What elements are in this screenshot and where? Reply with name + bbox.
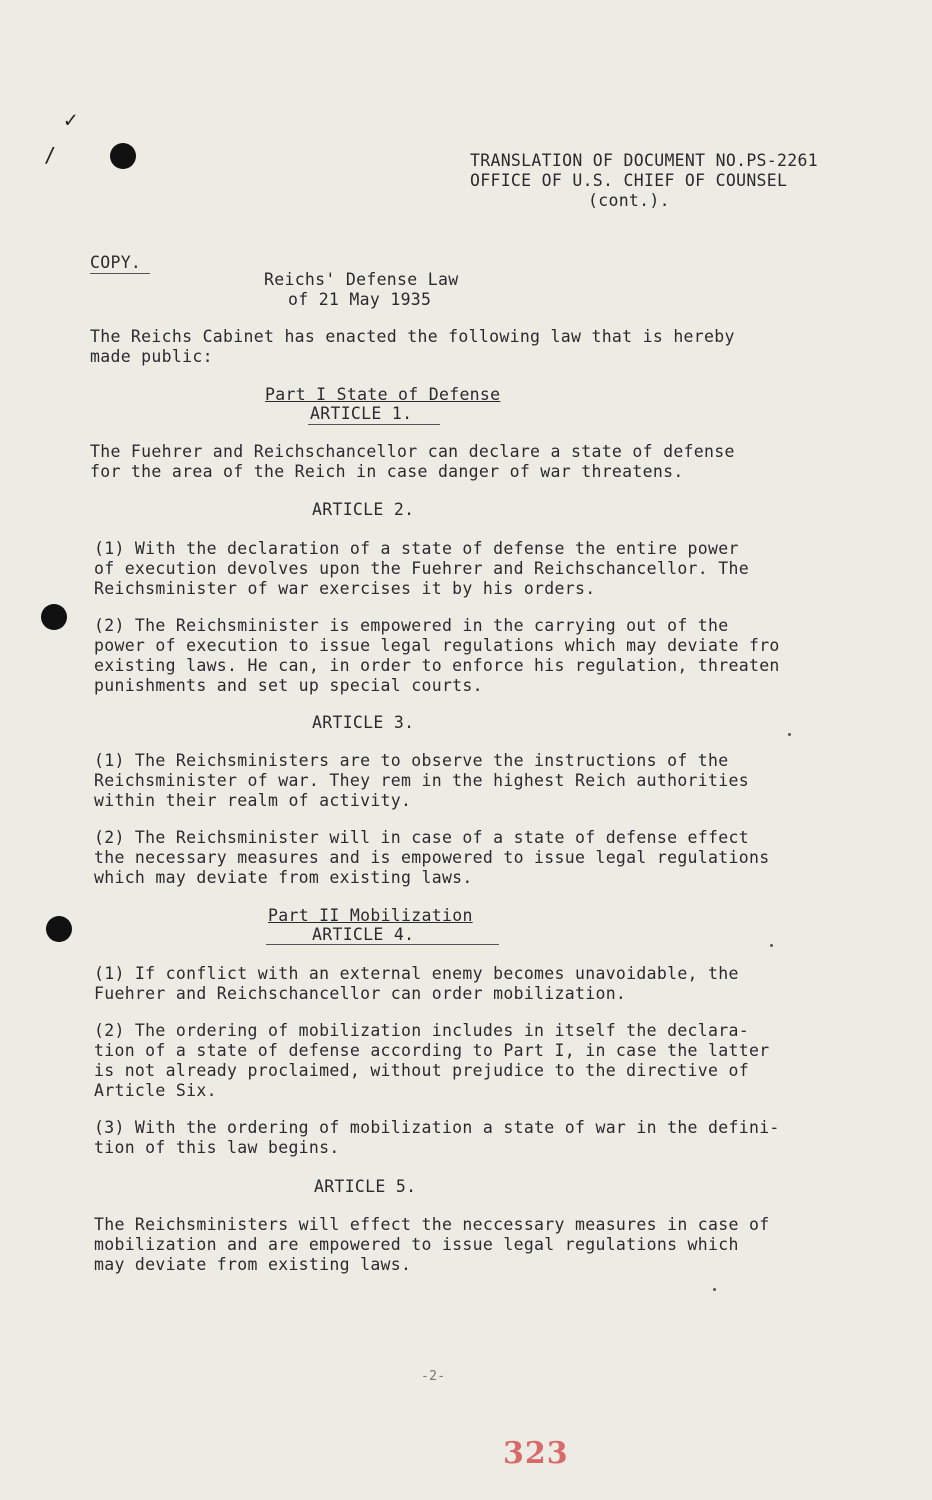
article-3-paragraph-2: (2) The Reichsminister will in case of a state of defense effect the necessary measures and is empowered to issue legal regulations which may deviate from existing laws. [94, 828, 770, 887]
punch-hole [46, 916, 72, 942]
punch-hole [110, 143, 136, 169]
article-5-label: ARTICLE 5. [314, 1177, 417, 1196]
article-3-paragraph-1: (1) The Reichsministers are to observe the instructions of the Reichsminister of war. They rem in the highest Reich authorities within their realm of activity. [94, 751, 749, 810]
pencil-mark: ✓ [64, 108, 78, 133]
intro-paragraph: The Reichs Cabinet has enacted the following law that is hereby made public: [90, 327, 735, 366]
article-2-paragraph-2: (2) The Reichsminister is empowered in the carrying out of the power of execution to issue legal regulations which may deviate fro existing laws. He can, in order to enforce his regulation, threaten punishments and set up special courts. [94, 616, 780, 695]
part-1-heading: Part I State of Defense [265, 385, 501, 404]
part-2-heading: Part II Mobilization [268, 906, 473, 925]
document-date: of 21 May 1935 [288, 290, 432, 309]
article-4-paragraph-1: (1) If conflict with an external enemy becomes unavoidable, the Fuehrer and Reichschancellor can order mobilization. [94, 964, 739, 1003]
speck [713, 1288, 716, 1291]
punch-hole [41, 604, 67, 630]
speck [770, 944, 773, 947]
article-1-text: The Fuehrer and Reichschancellor can declare a state of defense for the area of the Reich in case danger of war threatens. [90, 442, 735, 481]
pencil-mark: / [44, 143, 57, 167]
article-4-label: ARTICLE 4. [312, 925, 415, 944]
header-line-2: OFFICE OF U.S. CHIEF OF COUNSEL [470, 171, 788, 190]
header-line-1: TRANSLATION OF DOCUMENT NO.PS-2261 [470, 151, 818, 170]
article-2-label: ARTICLE 2. [312, 500, 415, 519]
article-1-label: ARTICLE 1. [310, 404, 413, 423]
document-title: Reichs' Defense Law [264, 270, 459, 289]
article-3-label: ARTICLE 3. [312, 713, 415, 732]
article-5-text: The Reichsministers will effect the neccessary measures in case of mobilization and are empowered to issue legal regulations which may deviate from existing laws. [94, 1215, 770, 1274]
article-4-paragraph-3: (3) With the ordering of mobilization a state of war in the defini- tion of this law begins. [94, 1118, 780, 1157]
article-4-paragraph-2: (2) The ordering of mobilization includes in itself the declara- tion of a state of defense according to Part I, in case the latter is not already proclaimed, without prejudice to the directive of Article Six. [94, 1021, 770, 1100]
page-stamp-number: 323 [503, 1436, 569, 1471]
page-number: -2- [421, 1369, 446, 1384]
article-1-underline [308, 424, 440, 425]
header-line-3: (cont.). [588, 191, 670, 210]
article-2-paragraph-1: (1) With the declaration of a state of defense the entire power of execution devolves upon the Fuehrer and Reichschancellor. The Reichsminister of war exercises it by his orders. [94, 539, 749, 598]
copy-underline [90, 273, 150, 274]
speck [788, 733, 791, 736]
copy-label: COPY. [90, 253, 142, 272]
article-4-underline [266, 944, 499, 945]
